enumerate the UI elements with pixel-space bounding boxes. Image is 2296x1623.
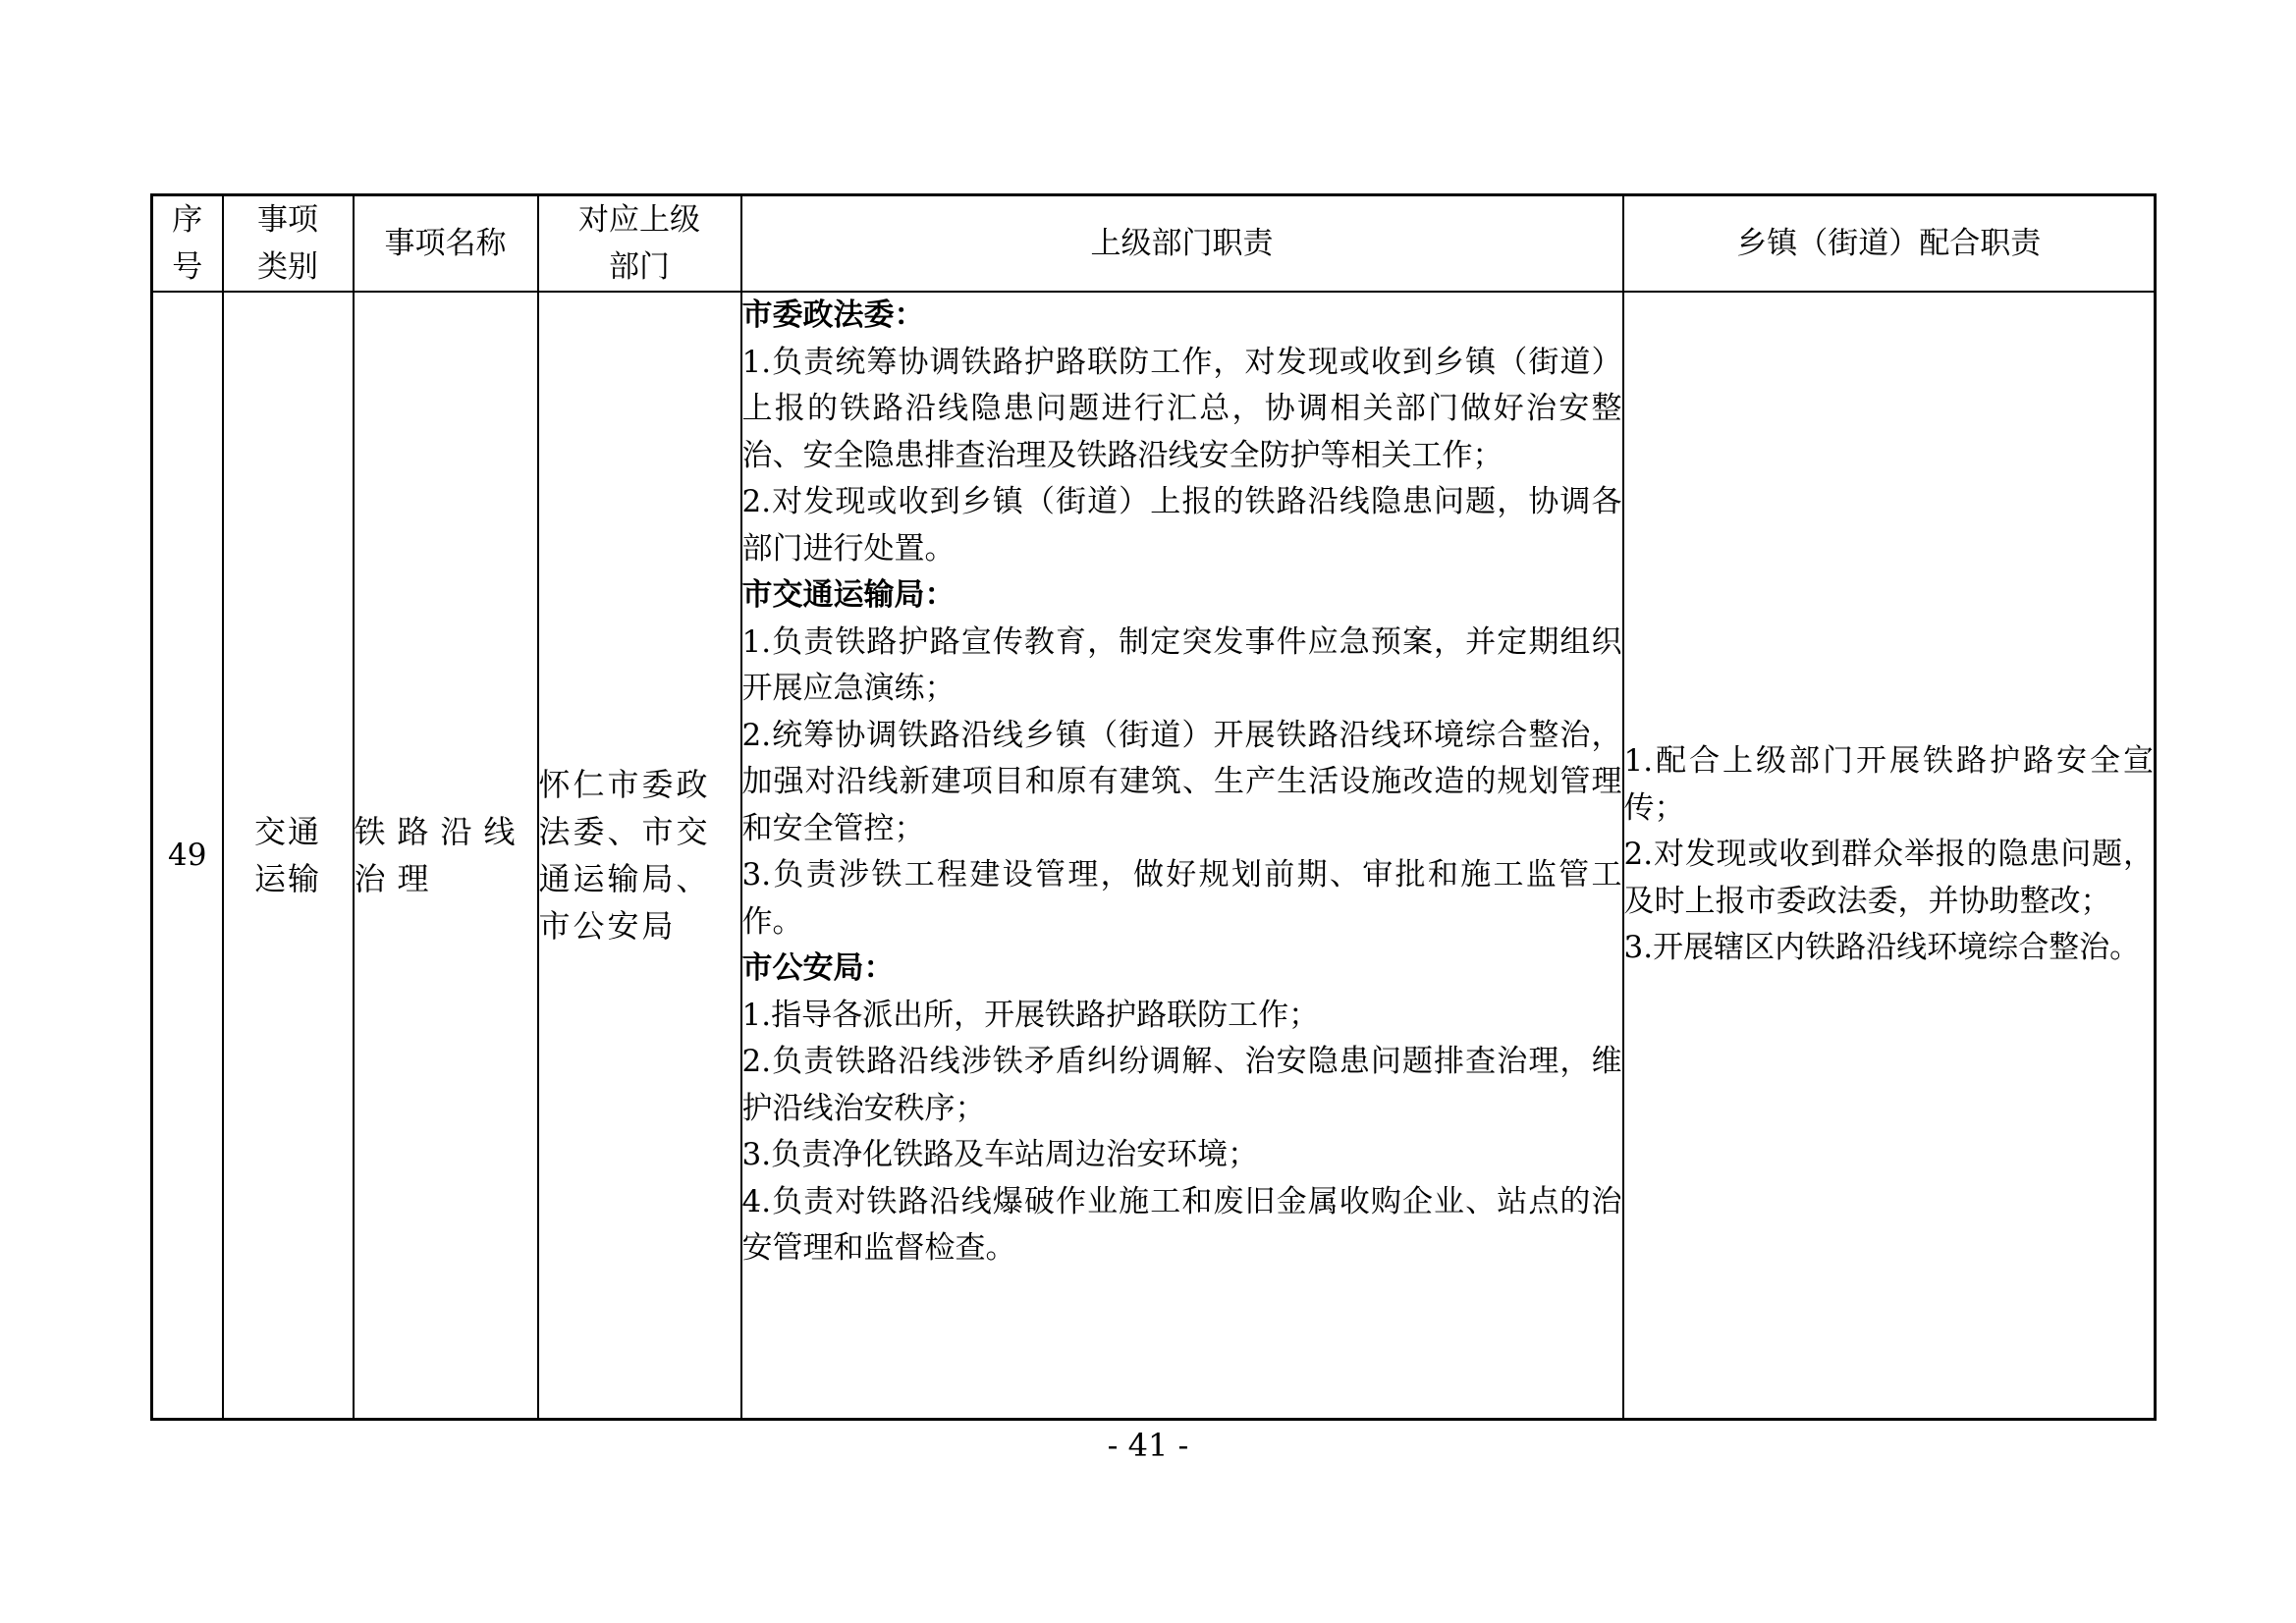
duty-line: 3.负责涉铁工程建设管理，做好规划前期、审批和施工监管工作。 xyxy=(741,857,1622,940)
duty-section-title: 市公安局： xyxy=(741,950,895,986)
duty-line: 4.负责对铁路沿线爆破作业施工和废旧金属收购企业、站点的治安管理和监督检查。 xyxy=(741,1183,1622,1266)
header-dept: 对应上级 部门 xyxy=(538,195,741,293)
coop-line: 3.开展辖区内铁路沿线环境综合整治。 xyxy=(1623,930,2141,966)
duty-table xyxy=(150,193,2157,1421)
header-name: 事项名称 xyxy=(354,195,538,293)
row-number: 49 xyxy=(152,292,223,1420)
duty-section-title: 市交通运输局： xyxy=(741,577,956,613)
coop-line: 2.对发现或收到群众举报的隐患问题，及时上报市委政法委，并协助整改； xyxy=(1623,837,2154,919)
duty-line: 1.负责铁路护路宣传教育，制定突发事件应急预案，并定期组织开展应急演练； xyxy=(741,623,1622,706)
duty-text xyxy=(742,293,1622,1272)
coop-line: 1.配合上级部门开展铁路护路安全宣传； xyxy=(1623,743,2154,826)
row-category: 交通 运输 xyxy=(223,292,354,1420)
duty-line: 2.负责铁路沿线涉铁矛盾纠纷调解、治安隐患问题排查治理，维护沿线治安秩序； xyxy=(741,1044,1622,1126)
duty-line: 2.对发现或收到乡镇（街道）上报的铁路沿线隐患问题，协调各部门进行处置。 xyxy=(741,484,1622,567)
duty-section-title: 市委政法委： xyxy=(741,298,925,333)
header-row xyxy=(152,195,2156,293)
table-row xyxy=(152,292,2156,1420)
duty-line: 3.负责净化铁路及车站周边治安环境； xyxy=(741,1137,1259,1172)
header-category: 事项 类别 xyxy=(223,195,354,293)
row-name: 铁路沿线 治理 xyxy=(354,292,538,1420)
row-duty xyxy=(741,292,1623,1420)
row-coop xyxy=(1623,292,2156,1420)
header-no: 序 号 xyxy=(152,195,223,293)
header-coop: 乡镇（街道）配合职责 xyxy=(1623,195,2156,293)
header-duty: 上级部门职责 xyxy=(741,195,1623,293)
duty-line: 1.指导各派出所，开展铁路护路联防工作； xyxy=(741,997,1320,1033)
duty-line: 1.负责统筹协调铁路护路联防工作，对发现或收到乡镇（街道）上报的铁路沿线隐患问题进行汇总，协调相关部门做好治安整治、安全隐患排查治理及铁路沿线安全防护等相关工作； xyxy=(741,344,1622,473)
page-number: - 41 - xyxy=(1107,1427,1189,1464)
coop-text xyxy=(1624,738,2155,972)
duty-line: 2.统筹协调铁路沿线乡镇（街道）开展铁路沿线环境综合整治，加强对沿线新建项目和原有建筑、生产生活设施改造的规划管理和安全管控； xyxy=(741,717,1622,846)
row-dept: 怀仁市委政 法委、市交 通运输局、 市公安局 xyxy=(538,292,741,1420)
